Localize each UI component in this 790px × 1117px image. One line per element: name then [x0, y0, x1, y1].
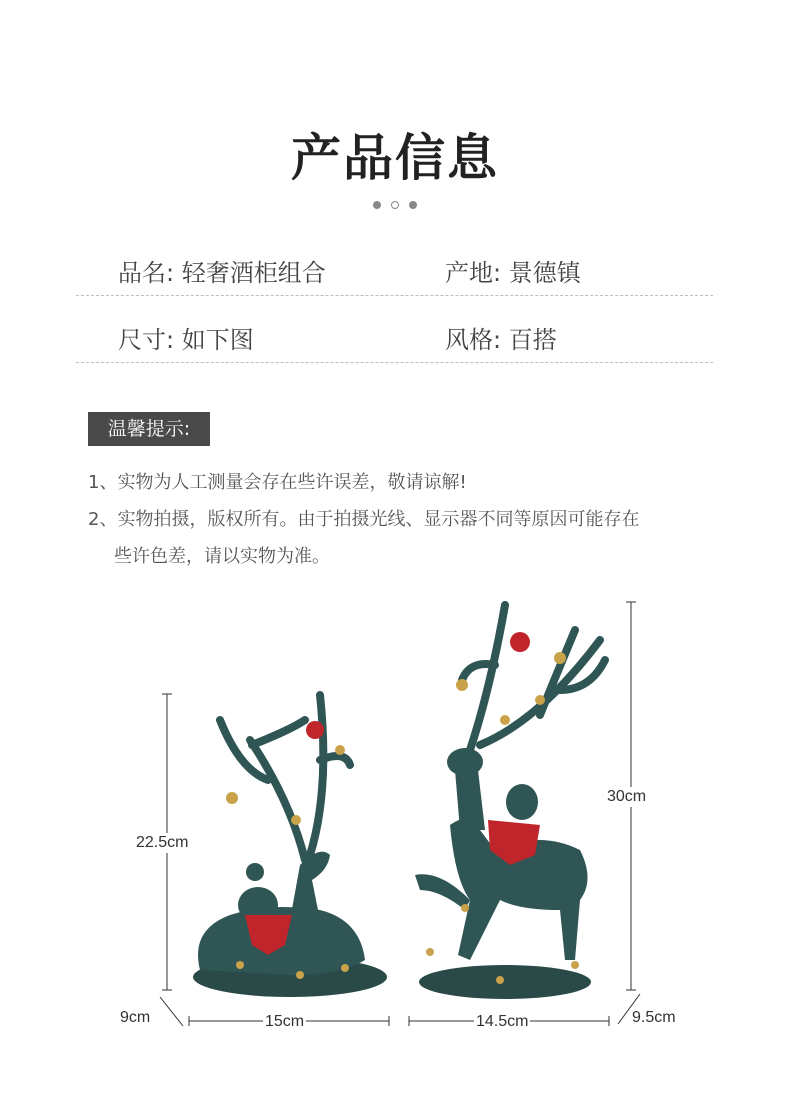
tip-line-1: 1、实物为人工测量会存在些许误差，敬请谅解! — [88, 472, 467, 493]
product-origin: 产地: 景德镇 — [445, 259, 581, 287]
page-title: 产品信息 — [291, 129, 499, 187]
pagination-dots — [0, 194, 790, 213]
tips-label: 温馨提示: — [88, 412, 210, 446]
info-row-1 — [76, 251, 713, 296]
dot — [373, 201, 381, 209]
left-depth-label: 9cm — [120, 1009, 151, 1026]
standing-deer-figure — [415, 605, 605, 999]
product-size: 尺寸: 如下图 — [118, 326, 254, 354]
right-width-label: 14.5cm — [476, 1013, 529, 1030]
product-style: 风格: 百搭 — [445, 326, 557, 354]
seated-deer-figure — [193, 695, 387, 997]
tip-line-2: 2、实物拍摄，版权所有。由于拍摄光线、显示器不同等原因可能存在 — [88, 509, 640, 530]
dot-active — [391, 201, 399, 209]
product-image — [0, 580, 790, 1040]
product-name: 品名: 轻奢酒柜组合 — [118, 259, 326, 287]
tip-line-3: 些许色差，请以实物为准。 — [114, 546, 330, 567]
info-row-2 — [76, 318, 713, 363]
dot — [409, 201, 417, 209]
right-depth-label: 9.5cm — [632, 1009, 676, 1026]
left-height-label: 22.5cm — [136, 834, 189, 851]
right-height-label: 30cm — [607, 788, 647, 805]
left-width-label: 15cm — [265, 1013, 305, 1030]
